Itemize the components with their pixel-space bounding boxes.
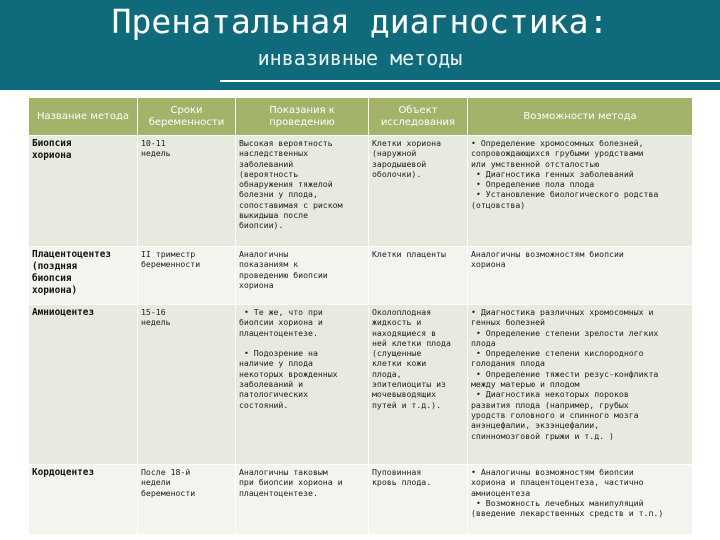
title-underline	[220, 80, 720, 82]
row-term: II триместр беременности	[138, 247, 236, 305]
row-capabilities: • Аналогичны возможностям биопсии хориона и плацентоцентеза, частично амниоцентеза • Возможность лечебных манипуляций (введение лекарственных средств и т.п.)	[468, 465, 693, 535]
header-method-name: Название метода	[29, 98, 138, 136]
row-indications: • Те же, что при биопсии хориона и плацентоцентезе. • Подозрение на наличие у плода некоторых врожденных заболеваний и патологических состояний.	[236, 305, 369, 465]
row-indications: Аналогичны показаниям к проведению биопсии хориона	[236, 247, 369, 305]
row-term: После 18-й недели беремености	[138, 465, 236, 535]
row-capabilities: • Диагностика различных хромосомных и генных болезней • Определение степени зрелости легких плода • Определение степени кислородного голодания плода • Определение тяжести резус-конфликта между матерью и плодом • Диагностика некоторых пороков развития плода (например, грубых уродств головного и спинного мозга анэнцефалии, экзэнцефалии, спинномозговой грыжи и т.д. )	[468, 305, 693, 465]
table-row	[29, 247, 693, 305]
row-method-name: Амниоцентез	[29, 305, 138, 465]
row-method-name: Плацентоцентез (поздняя биопсия хориона)	[29, 247, 138, 305]
table-header-row	[29, 98, 693, 136]
row-capabilities: • Определение хромосомных болезней, сопровождающихся грубыми уродствами или умственной отсталостью • Диагностика генных заболеваний • Определение пола плода • Установление биологического родства (отцовства)	[468, 136, 693, 247]
row-object: Клетки хориона (наружной зародышевой оболочки).	[369, 136, 468, 247]
row-method-name: Биопсия хориона	[29, 136, 138, 247]
row-method-name: Кордоцентез	[29, 465, 138, 535]
row-term: 10-11 недель	[138, 136, 236, 247]
table-row	[29, 305, 693, 465]
header-indications: Показания к проведению	[236, 98, 369, 136]
table-row	[29, 465, 693, 535]
row-object: Клетки плаценты	[369, 247, 468, 305]
methods-table	[28, 97, 693, 535]
slide-title: Пренатальная диагностика:	[111, 2, 609, 41]
row-term: 15-16 недель	[138, 305, 236, 465]
slide-subtitle: инвазивные методы	[257, 46, 463, 70]
header-capabilities: Возможности метода	[468, 98, 693, 136]
header-term: Сроки беременности	[138, 98, 236, 136]
header-object: Объект исследования	[369, 98, 468, 136]
row-indications: Аналогичны таковым при биопсии хориона и плацентоцентезе.	[236, 465, 369, 535]
table-row	[29, 136, 693, 247]
row-indications: Высокая вероятность наследственных заболеваний (вероятность обнаружения тяжелой болезни у плода, сопоставимая с риском выкидыша после биопсии).	[236, 136, 369, 247]
row-capabilities: Аналогичны возможностям биопсии хориона	[468, 247, 693, 305]
row-object: Околоплодная жидкость и находящиеся в ней клетки плода (слущенные клетки кожи плода, эпителиоциты из мочевыводящих путей и т.д.).	[369, 305, 468, 465]
row-object: Пуповинная кровь плода.	[369, 465, 468, 535]
